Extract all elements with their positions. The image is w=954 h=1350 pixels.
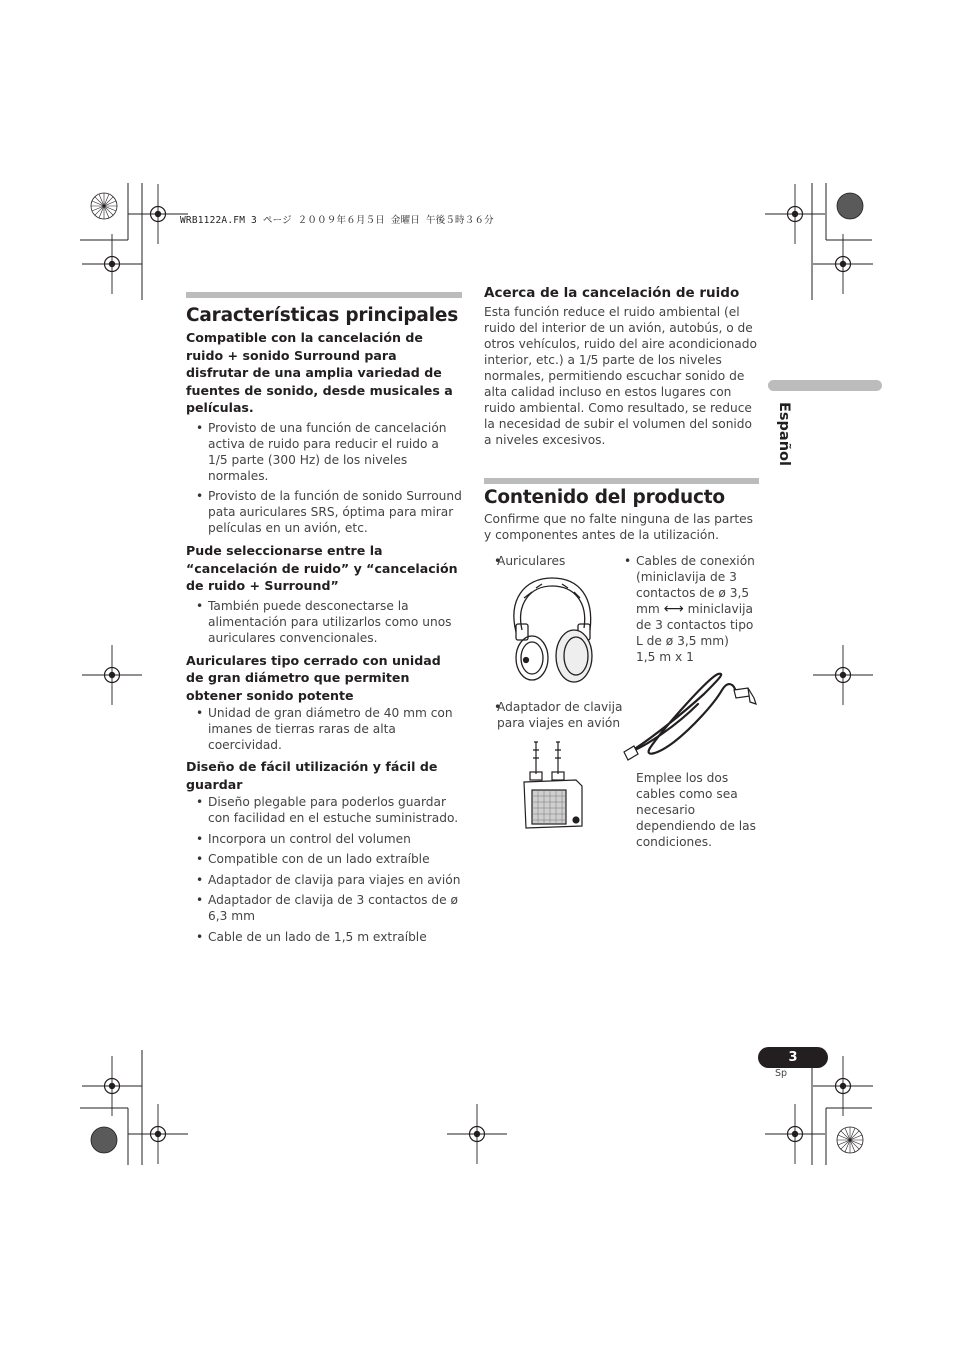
feature-heading: Compatible con la cancelación de ruido + sonido Surround para disfrutar de una amplia variedad de fuentes de sonido, desde musicales a películas.	[186, 330, 453, 415]
cable-illustration	[622, 668, 762, 768]
list-item: • Compatible con de un lado extraíble	[186, 851, 462, 867]
page-suffix: Sp	[775, 1068, 788, 1079]
features-title: Características principales	[186, 305, 459, 326]
list-item: • Incorpora un control del volumen	[186, 831, 462, 847]
headphones-illustration	[502, 570, 602, 690]
feature-heading: Diseño de fácil utilización y fácil de guardar	[186, 759, 438, 792]
cable-note: Emplee los dos cables como sea necesario dependiendo de las condiciones.	[636, 771, 756, 849]
list-item: • Cable de un lado de 1,5 m extraíble	[186, 929, 462, 945]
item-cables: • Cables de conexión (miniclavija de 3 contactos de ø 3,5 mm ⟷ miniclavija de 3 contactos tipo L de ø 3,5 mm) 1,5 m x 1	[624, 554, 755, 664]
list-item: • Diseño plegable para poderlos guardar con facilidad en el estuche suministrado.	[186, 794, 462, 826]
page-number: 3	[758, 1047, 828, 1068]
feature-heading: Pude seleccionarse entre la “cancelación de ruido” y “cancelación de ruido + Surround”	[186, 543, 458, 593]
cables-text-a: Cables de conexión (miniclavija de 3 contactos de ø 3,5 mm	[636, 554, 755, 616]
list-item: • Auriculares	[484, 553, 624, 569]
feature-list	[186, 598, 462, 646]
list-item: • Unidad de gran diámetro de 40 mm con imanes de tierras raras de alta coercividad.	[186, 705, 462, 753]
list-item: • Provisto de una función de cancelación activa de ruido para reducir el ruido a 1/5 parte (300 Hz) de los niveles normales.	[186, 420, 462, 484]
file-info-header: WRB1122A.FM 3 ページ ２００９年６月５日 金曜日 午後５時３６分	[180, 215, 494, 226]
about-section	[484, 285, 760, 448]
about-heading: Acerca de la cancelación de ruido	[484, 285, 740, 301]
double-arrow-icon: ⟷	[663, 601, 684, 617]
feature-list	[186, 705, 462, 753]
left-column	[186, 292, 462, 949]
list-item: • Provisto de la función de sonido Surround pata auriculares SRS, óptima para mirar películas en un avión, etc.	[186, 488, 462, 536]
feature-list	[186, 794, 462, 945]
about-text: Esta función reduce el ruido ambiental (el ruido del interior de un avión, autobús, o de otros vehículos, ruido del aire acondicionado interior, etc.) a 1/5 parte de los niveles normales, permitiendo escuchar sonido de alta calidad incluso en estos lugares con ruido ambiental. Como resultado, se reduce la necesidad de subir el volumen del sonido a niveles excesivos.	[484, 304, 757, 447]
cables-text-c: 1,5 m x 1	[636, 650, 694, 664]
contents-title: Contenido del producto	[484, 487, 725, 508]
language-tab	[768, 380, 882, 391]
contents-intro: Confirme que no falte ninguna de las partes y componentes antes de la utilización.	[484, 512, 753, 542]
section-rule	[186, 292, 462, 298]
item-adapter	[484, 699, 624, 736]
feature-heading: Auriculares tipo cerrado con unidad de gran diámetro que permiten obtener sonido potente	[186, 652, 441, 703]
cables-text-b: miniclavija de 3 contactos tipo L de ø 3,5 mm)	[636, 602, 754, 648]
list-item: • Adaptador de clavija para viajes en avión	[186, 872, 462, 888]
feature-list	[186, 420, 462, 537]
list-item: • Adaptador de clavija de 3 contactos de ø 6,3 mm	[186, 892, 462, 924]
adapter-illustration	[520, 738, 590, 833]
section-rule	[484, 478, 759, 484]
language-label: Español	[776, 402, 792, 466]
list-item: • También puede desconectarse la alimentación para utilizarlos como unos auriculares convencionales.	[186, 598, 462, 646]
list-item: • Adaptador de clavija para viajes en avión	[484, 699, 624, 731]
